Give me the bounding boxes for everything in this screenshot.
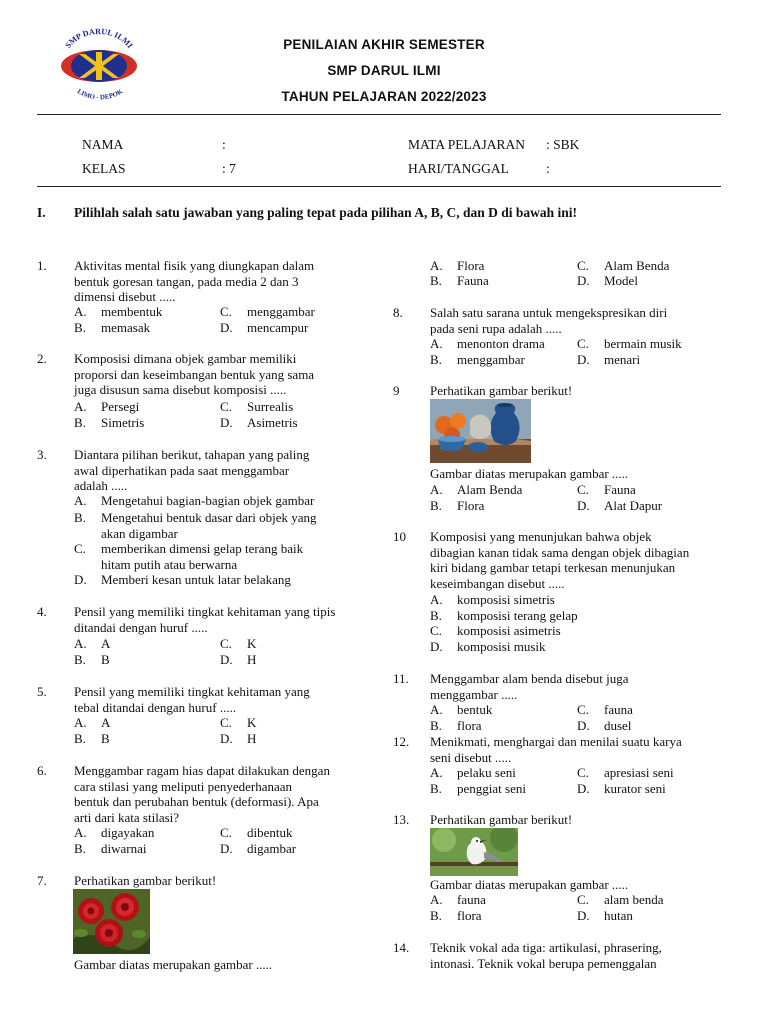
kelas-field: : 7 — [222, 161, 236, 176]
school-name: SMP DARUL ILMI — [327, 63, 441, 78]
info-rule — [37, 186, 721, 187]
q7-caption: Gambar diatas merupakan gambar ..... — [74, 957, 273, 972]
logo-top-text: SMP DARUL ILMI — [63, 26, 135, 50]
q9-text: Perhatikan gambar berikut! — [430, 383, 573, 398]
q7-text: Perhatikan gambar berikut! — [74, 873, 217, 888]
q4-number: 4. — [37, 604, 47, 619]
q1-text: Aktivitas mental fisik yang diungkapan dalam bentuk goresan tangan, pada media 2 dan 3 dimensi disebut ..... — [74, 258, 315, 305]
still-life-image — [430, 399, 531, 463]
nama-label: NAMA — [82, 137, 124, 152]
q2-number: 2. — [37, 351, 47, 366]
nama-field: : — [222, 137, 226, 152]
q6-text: Menggambar ragam hias dapat dilakukan dengan cara stilasi yang meliputi penyederhanaan bentuk dan perubahan bentuk (deformasi). Apa arti dari kata stilasi? — [74, 763, 330, 825]
q8-number: 8. — [393, 305, 403, 320]
q2-text: Komposisi dimana objek gambar memiliki proporsi dan keseimbangan bentuk yang sama juga disusun sama disebut komposisi ..... — [74, 351, 315, 398]
exam-title: PENILAIAN AKHIR SEMESTER — [283, 37, 485, 52]
q13-text: Perhatikan gambar berikut! — [430, 812, 573, 827]
q3-number: 3. — [37, 447, 47, 462]
q10-number: 10 — [393, 529, 406, 544]
q14-text: Teknik vokal ada tiga: artikulasi, phrasering, intonasi. Teknik vokal berupa pemenggalan — [430, 940, 662, 971]
academic-year: TAHUN PELAJARAN 2022/2023 — [281, 89, 487, 104]
q12-number: 12. — [393, 734, 410, 749]
mapel-field: : SBK — [546, 137, 580, 152]
section-number: I. — [37, 205, 46, 220]
q5-number: 5. — [37, 684, 47, 699]
hari-label: HARI/TANGGAL — [408, 161, 509, 176]
q14-number: 14. — [393, 940, 410, 955]
q13-number: 13. — [393, 812, 410, 827]
header-rule — [37, 114, 721, 115]
q10-text: Komposisi yang menunjukan bahwa objek dibagian kanan tidak sama dengan objek dibagian kiri bidang gambar tetapi terkesan menunjukan keseimbangan disebut ..... — [430, 529, 690, 591]
q8-text: Salah satu sarana untuk mengekspresikan diri pada seni rupa adalah ..... — [430, 305, 668, 336]
q5-text: Pensil yang memiliki tingkat kehitaman yang tebal ditandai dengan huruf ..... — [74, 684, 310, 715]
q1-number: 1. — [37, 258, 47, 273]
q9-number: 9 — [393, 383, 400, 398]
kelas-label: KELAS — [82, 161, 126, 176]
mapel-label: MATA PELAJARAN — [408, 137, 526, 152]
q13-caption: Gambar diatas merupakan gambar ..... — [430, 877, 629, 892]
q9-caption: Gambar diatas merupakan gambar ..... — [430, 466, 629, 481]
bird-image — [430, 828, 518, 876]
q7-number: 7. — [37, 873, 47, 888]
q3-text: Diantara pilihan berikut, tahapan yang paling awal diperhatikan pada saat menggambar adalah ..... — [74, 447, 310, 494]
logo-bottom-text: LIMO - DEPOK — [75, 88, 125, 102]
q12-text: Menikmati, menghargai dan menilai suatu karya seni disebut ..... — [430, 734, 682, 765]
q6-number: 6. — [37, 763, 47, 778]
hari-field: : — [546, 161, 550, 176]
q11-text: Menggambar alam benda disebut juga menggambar ..... — [430, 671, 629, 702]
q4-text: Pensil yang memiliki tingkat kehitaman yang tipis ditandai dengan huruf ..... — [74, 604, 336, 635]
roses-image — [73, 889, 150, 954]
q11-number: 11. — [393, 671, 409, 686]
section-instruction: Pilihlah salah satu jawaban yang paling tepat pada pilihan A, B, C, dan D di bawah ini! — [74, 205, 578, 220]
